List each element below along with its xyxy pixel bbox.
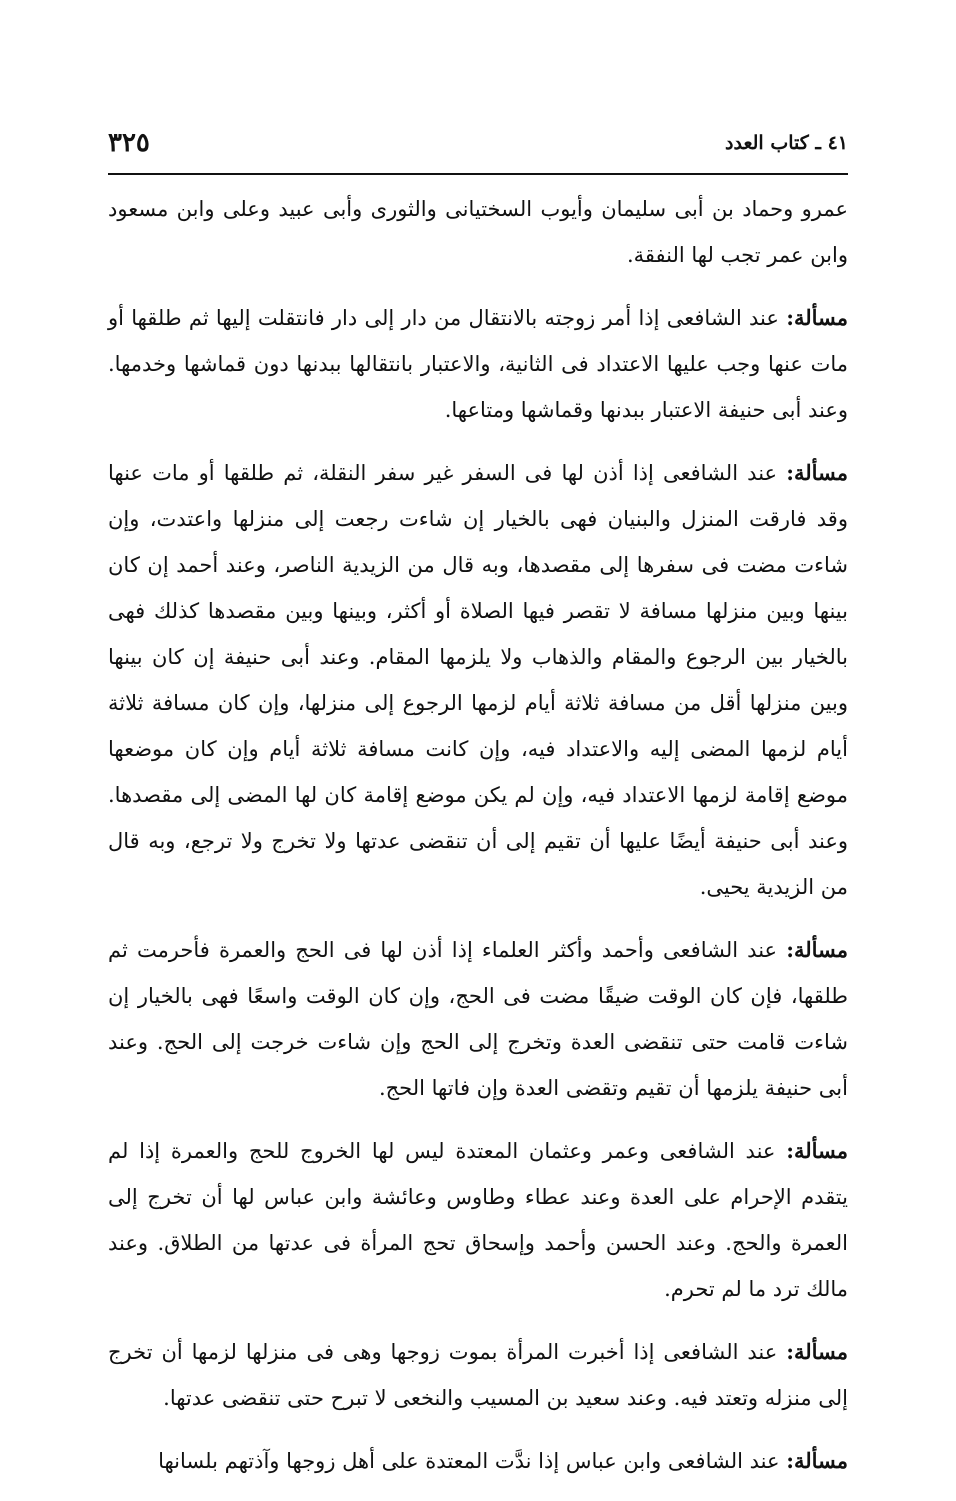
- issue-heading: مسألة:: [786, 1339, 848, 1364]
- chapter-title: ٤١ ـ كتاب العدد: [725, 132, 848, 154]
- issue-heading: مسألة:: [786, 937, 848, 962]
- paragraph: [108, 1128, 848, 1312]
- text-body: [108, 186, 848, 1501]
- issue-heading: مسألة:: [786, 1448, 848, 1473]
- paragraph: [108, 1438, 848, 1484]
- paragraph: [108, 450, 848, 910]
- running-header: [108, 128, 848, 168]
- paragraph-text: عند الشافعى إذا أمر زوجته بالانتقال من دار إلى دار فانتقلت إليها ثم طلقها أو مات عنها وجب عليها الاعتداد فى الثانية، والاعتبار بانتقالها ببدنها دون قماشها وخدمها. وعند أبى حنيفة الاعتبار ببدنها وقماشها ومتاعها.: [108, 306, 848, 422]
- paragraph-text: عند الشافعى إذا أذن لها فى السفر غير سفر النقلة، ثم طلقها أو مات عنها وقد فارقت المنزل والبنيان فهى بالخيار إن شاءت رجعت إلى منزلها واعتدت، وإن شاءت مضت فى سفرها إلى مقصدها، وبه قال من الزيدية الناصر، وعند أحمد إن كان بينها وبين منزلها مسافة لا تقصر فيها الصلاة أو أكثر، وبينها وبين مقصدها كذلك فهى بالخيار بين الرجوع والمقام والذهاب ولا يلزمها المقام. وعند أبى حنيفة إن كان بينها وبين منزلها أقل من مسافة ثلاثة أيام لزمها الرجوع إلى منزلها، وإن كان مسافة ثلاثة أيام لزمها المضى إليه والاعتداد فيه، وإن كانت مسافة ثلاثة أيام وإن كان موضعها موضع إقامة لزمها الاعتداد فيه، وإن لم يكن موضع إقامة كان لها المضى إلى مقصدها. وعند أبى حنيفة أيضًا عليها أن تقيم إلى أن تنقضى عدتها ولا تخرج ولا ترجع، وبه قال من الزيدية يحيى.: [108, 461, 848, 899]
- paragraph-text: عمرو وحماد بن أبى سليمان وأيوب السختيانى والثورى وأبى عبيد وعلى وابن مسعود وابن عمر تجب لها النفقة.: [108, 197, 848, 267]
- paragraph-text: عند الشافعى وعمر وعثمان المعتدة ليس لها الخروج للحج والعمرة إذا لم يتقدم الإحرام على العدة وعند عطاء وطاوس وعائشة وابن عباس لها أن تخرج إلى العمرة والحج. وعند الحسن وأحمد وإسحاق تحج المرأة فى عدتها من الطلاق. وعند مالك ترد ما لم تحرم.: [108, 1139, 848, 1301]
- paragraph-text: عند الشافعى وأحمد وأكثر العلماء إذا أذن لها فى الحج والعمرة فأحرمت ثم طلقها، فإن كان الوقت ضيقًا مضت فى الحج، وإن كان الوقت واسعًا فهى بالخيار إن شاءت قامت حتى تنقضى العدة وتخرج إلى الحج وإن شاءت خرجت إلى الحج. وعند أبى حنيفة يلزمها أن تقيم وتقضى العدة وإن فاتها الحج.: [108, 938, 848, 1100]
- paragraph-text: عند الشافعى وابن عباس إذا ندَّت المعتدة على أهل زوجها وآذتهم بلسانها: [158, 1449, 780, 1473]
- paragraph: [108, 1329, 848, 1421]
- header-divider: [108, 173, 848, 175]
- issue-heading: مسألة:: [786, 1138, 848, 1163]
- paragraph-text: عند الشافعى إذا أخبرت المرأة بموت زوجها وهى فى منزلها لزمها أن تخرج إلى منزله وتعتد فيه. وعند سعيد بن المسيب والنخعى لا تبرح حتى تنقضى عدتها.: [108, 1340, 848, 1410]
- paragraph: [108, 295, 848, 433]
- issue-heading: مسألة:: [786, 460, 848, 485]
- page-number: ٣٢٥: [108, 128, 150, 158]
- paragraph: [108, 927, 848, 1111]
- issue-heading: مسألة:: [786, 305, 848, 330]
- paragraph: [108, 186, 848, 278]
